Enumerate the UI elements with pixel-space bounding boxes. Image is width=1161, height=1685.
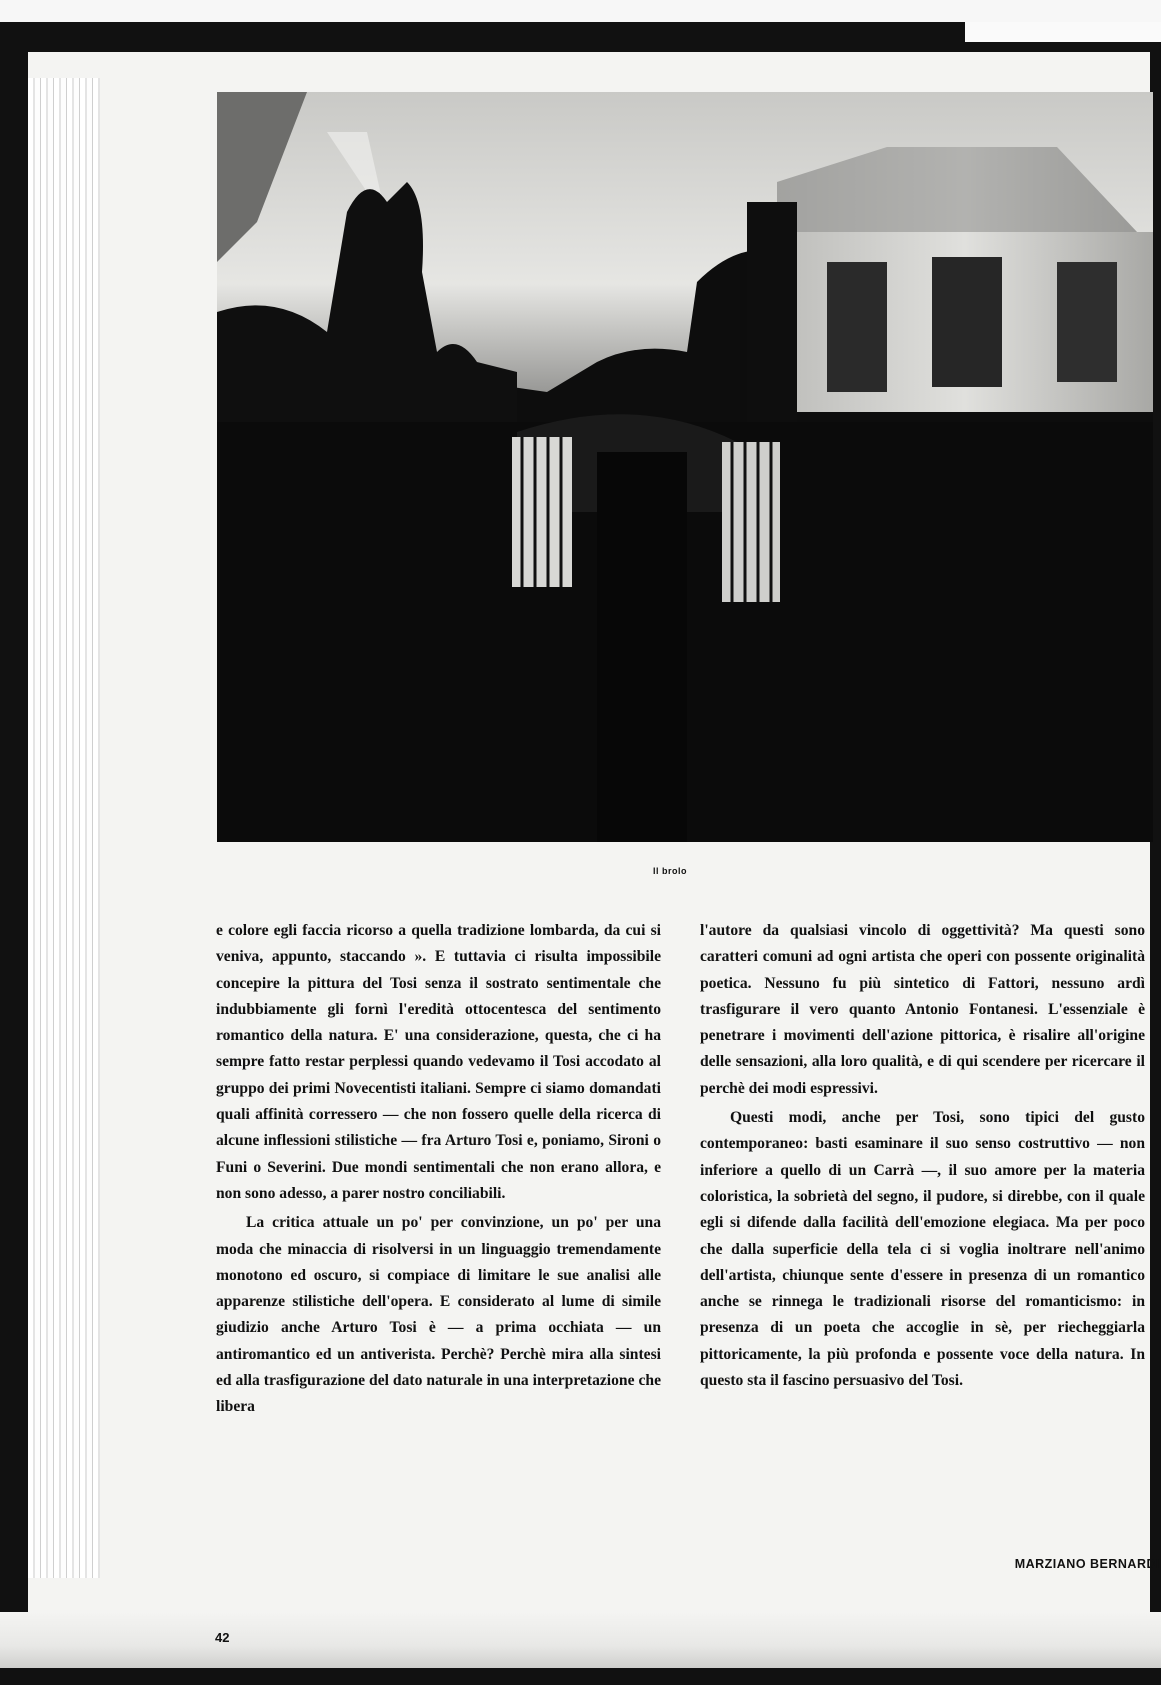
painting-gate-pillar	[597, 452, 687, 842]
scan-border-top	[0, 22, 965, 52]
text-column-right	[700, 918, 1145, 1394]
painting-window-2	[932, 257, 1002, 387]
paragraph: La critica attuale un po' per convinzione, un po' per una moda che minaccia di risolversi in un linguaggio tremendamente monotono ed oscuro, si compiace di limitare le sue analisi alle apparenze stilistiche dell'opera. E considerato al lume di simile giudizio anche Arturo Tosi è — a prima occhiata — un antiromantico ed un antiverista. Perchè? Perchè mira alla sintesi ed alla trasfigurazione del dato naturale in una interpretazione che libera	[216, 1214, 661, 1416]
scan-border-bottom	[0, 1668, 1161, 1685]
paragraph: l'autore da qualsiasi vincolo di oggettività? Ma questi sono caratteri comuni ad ogni artista che operi con possente originalità poetica. Nessuno fu più sintetico di Fattori, nessuno ardì trasfigurare il vero quanto Antonio Fontanesi. L'essenziale è penetrare i movimenti dell'azione pittorica, è risalire all'origine delle sensazioni, alla loro qualità, e di qui scendere per ricercare il perchè dei modi espressivi.	[700, 922, 1145, 1097]
figure-caption: Il brolo	[653, 866, 687, 876]
text-column-left	[216, 918, 661, 1421]
painting-svg	[217, 92, 1153, 842]
page-top-margin	[0, 0, 1161, 22]
painting-image	[217, 92, 1153, 842]
scan-border-left	[0, 52, 28, 1612]
scan-border-top-right	[965, 22, 1161, 52]
page-bottom-shadow	[0, 1612, 1161, 1668]
paragraph: e colore egli faccia ricorso a quella tradizione lombarda, da cui si veniva, appunto, staccando ». E tuttavia ci risulta impossibile concepire la pittura del Tosi senza il sostrato sentimentale che indubbiamente gli fornì l'eredità ottocentesca del sentimento romantico della natura. E' una considerazione, questa, che ci ha sempre fatto restar perplessi quando vedevamo il Tosi accodato al gruppo dei primi Novecentisti italiani. Sempre ci siamo domandati quali affinità corressero — che non fossero quelle della ricerca di alcune inflessioni stilistiche — fra Arturo Tosi e, poniamo, Sironi o Funi o Severini. Due mondi sentimentali che non erano allora, e non sono adesso, a parer nostro conciliabili.	[216, 922, 661, 1202]
painting-chimney-tree	[747, 202, 797, 442]
page-number: 42	[215, 1630, 230, 1645]
article-author: MARZIANO BERNARDI	[1014, 1557, 1160, 1571]
book-spine-pages	[28, 78, 100, 1578]
paragraph: Questi modi, anche per Tosi, sono tipici del gusto contemporaneo: basti esaminare il suo senso costruttivo — non inferiore a quello di un Carrà —, il suo amore per la materia coloristica, la sobrietà del segno, il pudore, si direbbe, con il quale egli si difende dalla facilità dell'emozione elegiaca. Ma per poco che dalla superficie della tela ci si voglia inoltrare nell'animo dell'artista, chiunque sente d'essere in presenza di un romantico anche se rinnega le tradizionali risorse del romanticismo: in presenza di un poeta che accoglie in sè, per riecheggiarla pittoricamente, la più profonda e possente voce della natura. In questo sta il fascino persuasivo del Tosi.	[700, 1109, 1145, 1390]
painting-window-1	[827, 262, 887, 392]
painting-window-3	[1057, 262, 1117, 382]
